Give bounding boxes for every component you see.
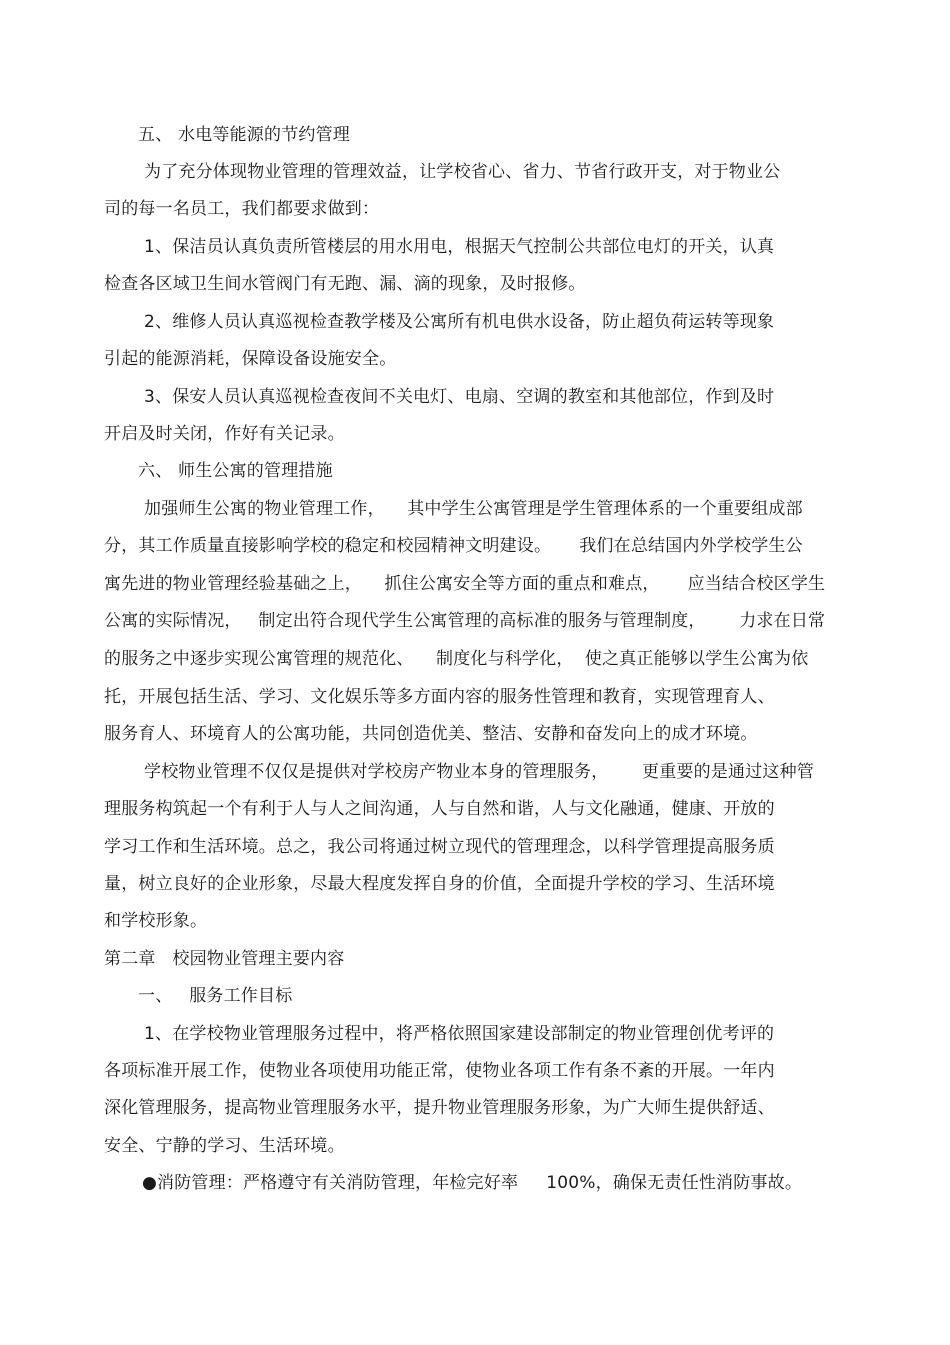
section-heading-6: 六、 师生公寓的管理措施	[138, 461, 333, 481]
paragraph-line: 学习工作和生活环境。总之，我公司将通过树立现代的管理理念，以科学管理提高服务质	[104, 837, 775, 857]
list-item-1: 1、保洁员认真负责所管楼层的用水用电，根据天气控制公共部位电灯的开关，认真	[144, 237, 775, 257]
paragraph-line: 托，开展包括生活、学习、文化娱乐等多方面内容的服务性管理和教育，实现管理育人、	[104, 687, 775, 707]
paragraph-line: 安全、宁静的学习、生活环境。	[104, 1136, 345, 1156]
list-item-2: 2、维修人员认真巡视检查教学楼及公寓所有机电供水设备，防止超负荷运转等现象	[144, 312, 775, 332]
bullet-item-fire-safety: ●消防管理：严格遵守有关消防管理，年检完好率 100%，确保无责任性消防事故。	[142, 1173, 803, 1193]
paragraph-line: 的服务之中逐步实现公寓管理的规范化、 制度化与科学化， 使之真正能够以学生公寓为依	[104, 649, 809, 669]
paragraph-line: 开启及时关闭，作好有关记录。	[104, 424, 345, 444]
section-heading-5: 五、 水电等能源的节约管理	[138, 125, 351, 145]
chapter-heading: 第二章 校园物业管理主要内容	[104, 949, 345, 969]
paragraph-line: 学校物业管理不仅仅是提供对学校房产物业本身的管理服务， 更重要的是通过这种管	[144, 762, 815, 782]
paragraph-line: 服务育人、环境育人的公寓功能，共同创造优美、整洁、安静和奋发向上的成才环境。	[104, 724, 758, 744]
paragraph-line: 各项标准开展工作，使物业各项使用功能正常，使物业各项工作有条不紊的开展。一年内	[104, 1061, 775, 1081]
paragraph-line: 检查各区域卫生间水管阀门有无跑、漏、滴的现象，及时报修。	[104, 274, 586, 294]
paragraph-line: 寓先进的物业管理经验基础之上， 抓住公寓安全等方面的重点和难点， 应当结合校区学生	[104, 574, 826, 594]
paragraph-line: 引起的能源消耗，保障设备设施安全。	[104, 349, 397, 369]
list-item-1: 1、在学校物业管理服务过程中，将严格依照国家建设部制定的物业管理创优考评的	[144, 1024, 775, 1044]
paragraph-line: 加强师生公寓的物业管理工作， 其中学生公寓管理是学生管理体系的一个重要组成部	[144, 499, 803, 519]
paragraph-line: 深化管理服务，提高物业管理服务水平，提升物业管理服务形象，为广大师生提供舒适、	[104, 1098, 775, 1118]
paragraph-line: 分，其工作质量直接影响学校的稳定和校园精神文明建设。 我们在总结国内外学校学生公	[104, 536, 803, 556]
subsection-heading: 一、 服务工作目标	[138, 986, 293, 1006]
paragraph-line: 和学校形象。	[104, 911, 208, 931]
paragraph-line: 理服务构筑起一个有利于人与人之间沟通，人与自然和谐，人与文化融通，健康、开放的	[104, 799, 775, 819]
paragraph-line: 为了充分体现物业管理的管理效益，让学校省心、省力、节省行政开支，对于物业公	[144, 162, 781, 182]
list-item-3: 3、保安人员认真巡视检查夜间不关电灯、电扇、空调的教室和其他部位，作到及时	[144, 387, 775, 407]
paragraph-line: 公寓的实际情况， 制定出符合现代学生公寓管理的高标准的服务与管理制度， 力求在日常	[104, 611, 826, 631]
paragraph-line: 量，树立良好的企业形象，尽最大程度发挥自身的价值，全面提升学校的学习、生活环境	[104, 874, 775, 894]
paragraph-line: 司的每一名员工，我们都要求做到：	[104, 199, 380, 219]
